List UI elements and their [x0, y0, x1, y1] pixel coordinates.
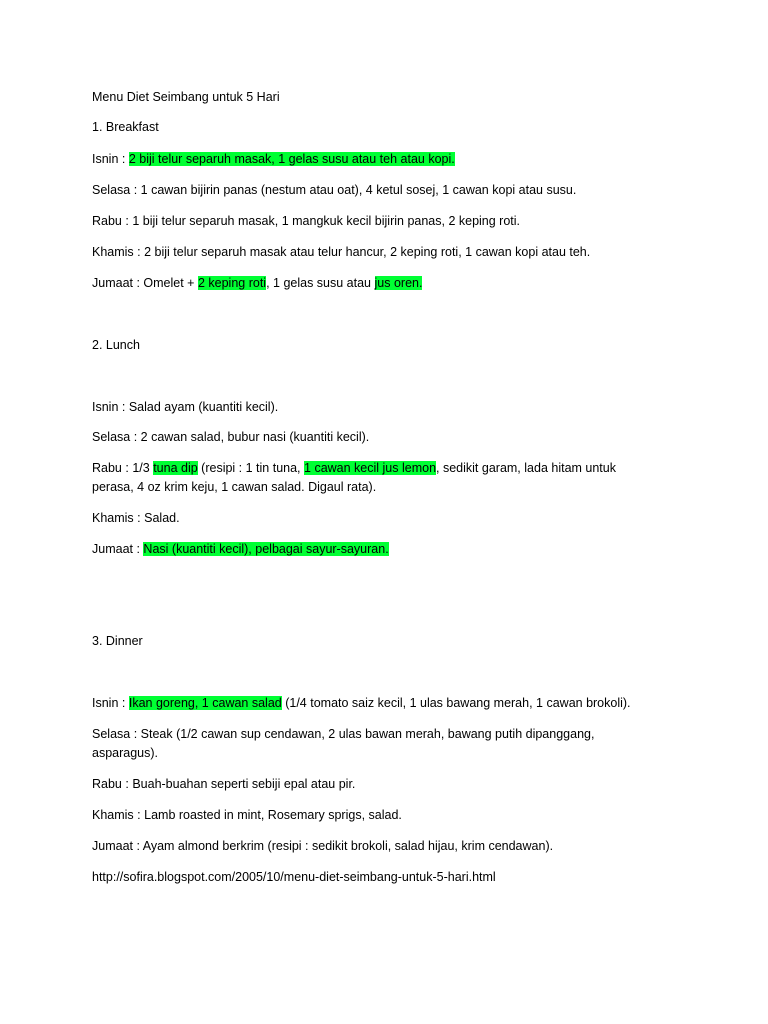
- breakfast-rabu: [92, 212, 692, 231]
- day-label: Isnin :: [92, 152, 126, 166]
- entry-text: 1 cawan bijirin panas (nestum atau oat), 4 ketul sosej, 1 cawan kopi atau susu.: [140, 183, 577, 197]
- day-label: Rabu :: [92, 214, 129, 228]
- day-label: Selasa :: [92, 727, 138, 741]
- lunch-isnin: [92, 398, 692, 417]
- entry-text: , 1 gelas susu atau: [266, 276, 372, 290]
- entry-text: Steak (1/2 cawan sup cendawan, 2 ulas bawan merah, bawang putih dipanggang, asparagus).: [92, 727, 595, 760]
- dinner-rabu: [92, 775, 692, 794]
- entry-text: 2 cawan salad, bubur nasi (kuantiti kecil).: [140, 430, 370, 444]
- entry-text: Salad ayam (kuantiti kecil).: [128, 400, 279, 414]
- dinner-isnin: [92, 694, 692, 713]
- entry-text: 1/3: [132, 461, 150, 475]
- document-title: Menu Diet Seimbang untuk 5 Hari: [92, 90, 280, 104]
- entry-text: , sedikit garam, lada hitam untuk perasa, 4 oz krim keju, 1 cawan salad. Digaul rata).: [92, 461, 616, 494]
- highlighted-text: jus oren.: [374, 276, 423, 290]
- entry-text: Salad.: [144, 511, 180, 525]
- day-label: Khamis :: [92, 808, 141, 822]
- entry-text: Omelet +: [143, 276, 195, 290]
- day-label: Rabu :: [92, 777, 129, 791]
- lunch-rabu: [92, 459, 652, 497]
- entry-text: Buah-buahan seperti sebiji epal atau pir.: [132, 777, 356, 791]
- entry-text: Lamb roasted in mint, Rosemary sprigs, salad.: [144, 808, 402, 822]
- highlighted-text: 2 biji telur separuh masak, 1 gelas susu atau teh atau kopi.: [128, 152, 455, 166]
- breakfast-jumaat: [92, 274, 692, 293]
- lunch-selasa: [92, 428, 692, 447]
- dinner-selasa: [92, 725, 652, 763]
- lunch-jumaat: [92, 540, 692, 559]
- day-label: Isnin :: [92, 696, 126, 710]
- breakfast-selasa: [92, 181, 692, 200]
- section-heading-lunch: 2. Lunch: [92, 338, 140, 352]
- lunch-khamis: [92, 509, 692, 528]
- source-url: http://sofira.blogspot.com/2005/10/menu-diet-seimbang-untuk-5-hari.html: [92, 870, 496, 884]
- highlighted-text: 2 keping roti: [197, 276, 267, 290]
- dinner-khamis: [92, 806, 692, 825]
- day-label: Rabu :: [92, 461, 129, 475]
- highlighted-text: Ikan goreng, 1 cawan salad: [128, 696, 282, 710]
- entry-text: (resipi : 1 tin tuna,: [201, 461, 301, 475]
- entry-text: 2 biji telur separuh masak atau telur hancur, 2 keping roti, 1 cawan kopi atau teh.: [144, 245, 591, 259]
- day-label: Selasa :: [92, 183, 138, 197]
- entry-text: 1 biji telur separuh masak, 1 mangkuk kecil bijirin panas, 2 keping roti.: [132, 214, 521, 228]
- day-label: Jumaat :: [92, 839, 140, 853]
- day-label: Khamis :: [92, 245, 141, 259]
- breakfast-khamis: [92, 243, 692, 262]
- highlighted-text: Nasi (kuantiti kecil), pelbagai sayur-sayuran.: [143, 542, 389, 556]
- day-label: Jumaat :: [92, 276, 140, 290]
- highlighted-text: 1 cawan kecil jus lemon: [304, 461, 437, 475]
- section-heading-dinner: 3. Dinner: [92, 634, 143, 648]
- section-heading-breakfast: 1. Breakfast: [92, 120, 159, 134]
- day-label: Khamis :: [92, 511, 141, 525]
- day-label: Isnin :: [92, 400, 126, 414]
- breakfast-isnin: [92, 150, 692, 169]
- highlighted-text: tuna dip: [153, 461, 198, 475]
- day-label: Jumaat :: [92, 542, 140, 556]
- entry-text: Ayam almond berkrim (resipi : sedikit brokoli, salad hijau, krim cendawan).: [142, 839, 554, 853]
- entry-text: (1/4 tomato saiz kecil, 1 ulas bawang merah, 1 cawan brokoli).: [285, 696, 631, 710]
- dinner-jumaat: [92, 837, 692, 856]
- day-label: Selasa :: [92, 430, 138, 444]
